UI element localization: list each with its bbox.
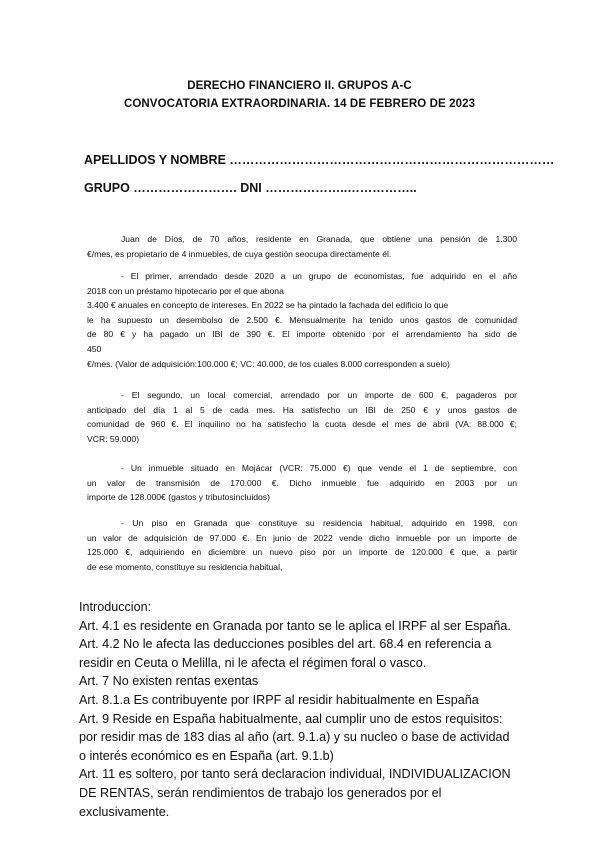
text-line: 450	[87, 343, 102, 354]
text-line: VCR: 59.000)	[87, 433, 140, 444]
note-line: Art. 4.2 No le afecta las deducciones posibles del art. 68.4 en referencia a	[79, 637, 492, 652]
text-line: 2018 con un préstamo hipotecario por el que abona	[87, 285, 284, 296]
text-line: - El segundo, un local comercial, arrendado por un importe de 600 €, pagaderos por	[121, 390, 517, 400]
note-line: por residir mas de 183 dias al año (art. 9.1.a) y su nucleo o base de actividad	[79, 730, 510, 745]
case-item-3	[87, 461, 517, 505]
name-field: APELLIDOS Y NOMBRE ……………………………………………………………………	[84, 153, 555, 167]
text-line: de ese momento, constituye su residencia habitual,	[87, 561, 283, 572]
text-line: comunidad de 960 €. El inquilino no ha satisfecho la cuota desde el mes de abril (VA: 88.000 €;	[87, 419, 517, 430]
text-line: 3.400 € anuales en concepto de intereses. En 2022 se ha pintado la fachada del edificio lo que	[87, 300, 449, 311]
case-intro	[87, 232, 517, 261]
text-line: importe de 128.000€ (gastos y tributosincluidos)	[87, 492, 270, 503]
note-line: Art. 8.1.a Es contribuyente por IRPF al residir habitualmente en España	[79, 692, 479, 707]
note-line: Art. 9 Reside en España habitualmente, aal cumplir uno de estos requisitos:	[79, 711, 503, 726]
text-line: 125.000 €, adquiriendo en diciembre un nuevo piso por un importe de 120.000 € que, a partir	[87, 547, 517, 558]
text-line: - Un inmueble situado en Mojácar (VCR: 75.000 €) que vende el 1 de septiembre, con	[121, 463, 517, 473]
note-line: Art. 4.1 es residente en Granada por tanto se le aplica el IRPF al ser España.	[79, 618, 511, 633]
text-line: €/mes, es propietario de 4 inmuebles, de cuya gestión seocupa directamente él.	[87, 248, 392, 259]
course-title: DERECHO FINANCIERO II. GRUPOS A-C	[187, 80, 412, 92]
text-line: €/mes. (Valor de adquisición:100.000 €; VC: 40.000, de los cuales 8.000 corresponden a suelo)	[87, 358, 450, 369]
text-line: un valor de transmisión de 170.000 €. Dicho inmueble fue adquirido en 2003 por un	[87, 477, 517, 488]
exam-title: CONVOCATORIA EXTRAORDINARIA. 14 DE FEBRERO DE 2023	[123, 98, 476, 110]
note-line: Art. 11 es soltero, por tanto será declaracion individual, INDIVIDUALIZACION	[79, 767, 511, 782]
notes-heading: Introduccion:	[79, 600, 152, 614]
text-line: - El primer, arrendado desde 2020 a un grupo de economistas, fue adquirido en el año	[121, 271, 517, 281]
text-line: Juan de Díos, de 70 años, residente en Granada, que obtiene una pensión de 1.300	[121, 234, 517, 244]
text-line: de 80 € y ha pagado un IBI de 390 €. El importe obtenido por el arrendamiento ha sido de	[87, 329, 517, 340]
text-line: le ha supuesto un desembolso de 2.500 €. Mensualmente ha tenido unos gastos de comunidad	[87, 314, 517, 325]
note-line: exclusivamente.	[79, 804, 170, 819]
note-line: residir en Ceuta o Melilla, ni le afecta el régimen foral o vasco.	[79, 655, 427, 670]
note-line: DE RENTAS, serán rendimientos de trabajo los generados por el	[79, 785, 442, 800]
case-item-1	[87, 269, 517, 371]
case-item-2	[87, 388, 517, 446]
student-notes	[79, 598, 527, 821]
note-line: o interés económico es en España (art. 9.1.b)	[79, 748, 334, 763]
note-line: Art. 7 No existen rentas exentas	[79, 674, 259, 689]
text-line: anticipado del día 1 al 5 de cada mes. Ha satisfecho un IBI de 250 € y unos gastos de	[87, 404, 517, 415]
case-item-4	[87, 516, 517, 574]
text-line: - Un piso en Granada que constituye su residencia habitual, adquirido en 1998, con	[121, 518, 517, 528]
group-dni-field: GRUPO ……………………. DNI ………………..……………..	[84, 181, 417, 195]
text-line: un valor de adquisición de 97.000 €. En junio de 2022 vende dicho inmueble por un importe de	[87, 532, 517, 543]
